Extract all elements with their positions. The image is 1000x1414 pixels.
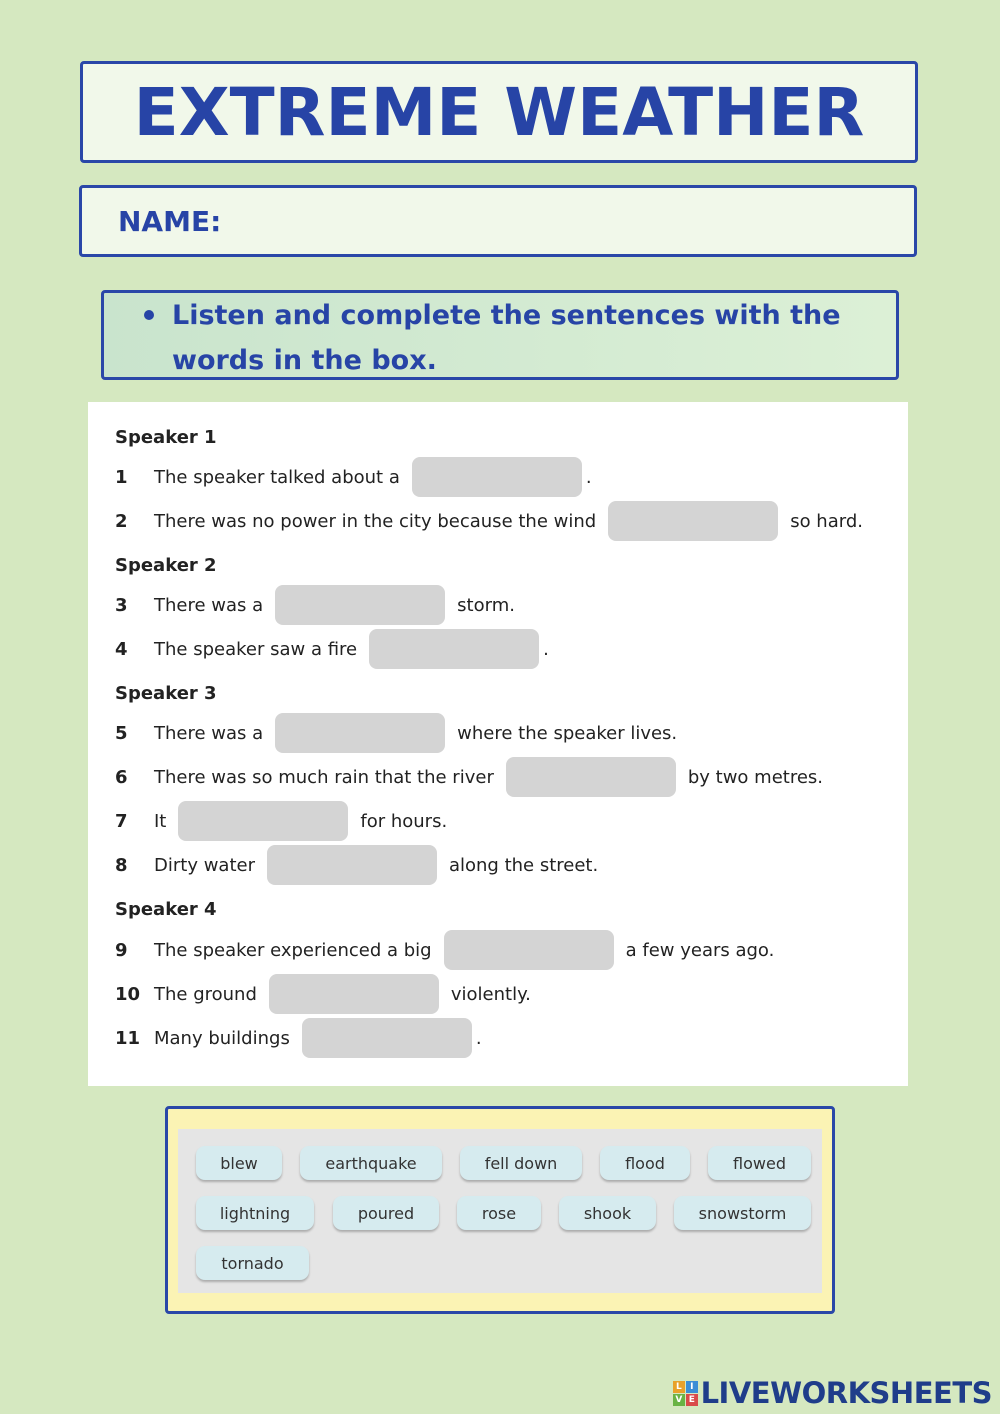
answer-gap-10[interactable] [269,974,439,1014]
question-text-after: a few years ago. [625,939,775,961]
question-number: 7 [115,810,128,832]
question-text-before: There was so much rain that the river [154,766,494,788]
question-text-before: There was a [154,722,264,744]
answer-gap-5[interactable] [275,713,445,753]
word-bank [165,1106,835,1314]
speaker-heading: Speaker 1 [115,427,217,448]
bullet-icon [144,310,154,320]
question-row [115,974,531,1014]
answer-gap-6[interactable] [506,757,676,797]
speaker-heading: Speaker 3 [115,683,217,704]
question-row [115,801,447,841]
question-row [115,713,677,753]
question-number: 5 [115,722,128,744]
logo-text: LIVEWORKSHEETS [700,1376,992,1410]
question-row [115,585,515,625]
word-chip[interactable]: lightning [196,1196,314,1230]
question-text-after: . [585,466,592,488]
answer-gap-1[interactable] [412,457,582,497]
question-text-after: storm. [457,594,515,616]
word-chip[interactable]: shook [559,1196,656,1230]
title-box [80,61,918,163]
question-text-after: . [475,1027,482,1049]
name-field[interactable] [79,185,917,257]
question-text-after: along the street. [448,854,599,876]
speaker-heading: Speaker 4 [115,899,217,920]
question-text-before: There was no power in the city because the wind [154,510,597,532]
question-number: 4 [115,638,128,660]
question-text-before: Dirty water [154,854,255,876]
word-chip[interactable]: poured [333,1196,439,1230]
question-number: 2 [115,510,128,532]
question-text-before: The speaker talked about a [154,466,400,488]
answer-gap-11[interactable] [302,1018,472,1058]
logo-tiles-icon: L I V E [673,1381,698,1406]
question-number: 6 [115,766,128,788]
answer-gap-8[interactable] [267,845,437,885]
question-number: 3 [115,594,128,616]
question-text-before: It [154,810,167,832]
speaker-heading: Speaker 2 [115,555,217,576]
word-bank-tray [178,1129,822,1293]
question-row [115,501,863,541]
question-text-after: for hours. [360,810,448,832]
word-chip[interactable]: fell down [460,1146,582,1180]
word-chip[interactable]: blew [196,1146,282,1180]
question-row [115,757,823,797]
word-chip[interactable]: tornado [196,1246,309,1280]
question-number: 10 [115,983,141,1005]
liveworksheets-logo [673,1376,992,1410]
word-chip[interactable]: snowstorm [674,1196,811,1230]
answer-gap-9[interactable] [444,930,614,970]
question-row [115,845,598,885]
answer-gap-3[interactable] [275,585,445,625]
question-text-before: The speaker experienced a big [154,939,432,961]
answer-gap-4[interactable] [369,629,539,669]
question-row [115,629,549,669]
question-text-after: . [543,638,549,660]
question-text-before: There was a [154,594,264,616]
question-text-after: by two metres. [687,766,824,788]
question-text-after: so hard. [790,510,863,532]
word-chip[interactable]: flowed [708,1146,811,1180]
word-chip[interactable]: flood [600,1146,690,1180]
question-text-after: where the speaker lives. [457,722,678,744]
question-text-after: violently. [450,983,531,1005]
instruction-text: Listen and complete the sentences with the words in the box. [172,300,841,376]
question-text-before: Many buildings [154,1027,290,1049]
question-row [115,1018,482,1058]
question-number: 9 [115,939,128,961]
page-title: EXTREME WEATHER [133,73,865,151]
question-text-before: The ground [154,983,257,1005]
answer-gap-7[interactable] [178,801,348,841]
word-chip[interactable]: rose [457,1196,541,1230]
question-row [115,930,774,970]
question-text-before: The speaker saw a fire [154,638,358,660]
instruction-box [101,290,899,380]
question-number: 11 [115,1027,141,1049]
worksheet-panel [88,402,908,1086]
answer-gap-2[interactable] [608,501,778,541]
word-chip[interactable]: earthquake [300,1146,442,1180]
question-number: 8 [115,854,128,876]
name-label: NAME: [118,204,222,238]
question-number: 1 [115,466,128,488]
question-row [115,457,592,497]
